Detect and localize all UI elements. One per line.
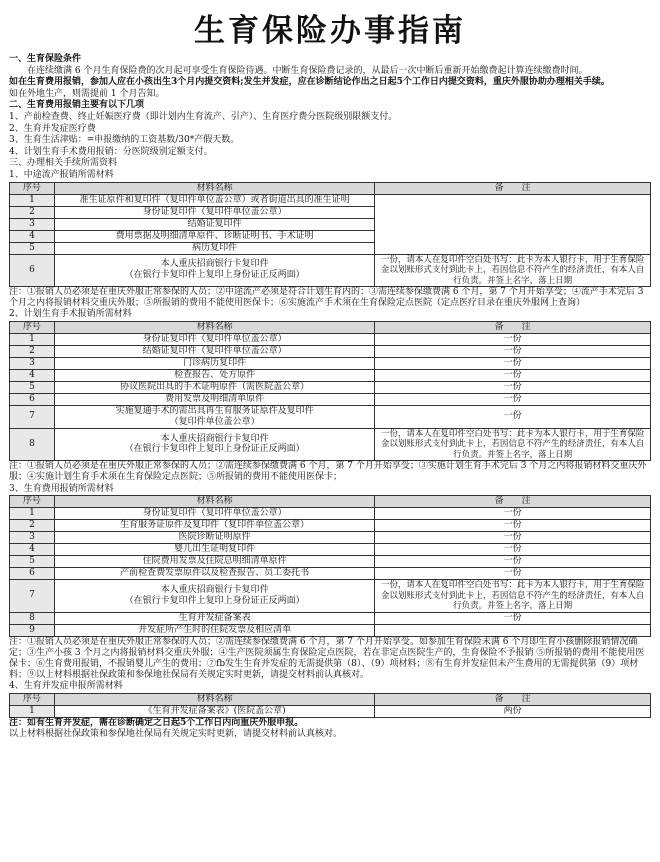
table-row <box>10 382 651 394</box>
subsection-heading: 2、计划生育手术报销所需材料 <box>9 309 132 320</box>
material-name: 住院费用发票及住院总明细清单原件 <box>54 556 375 568</box>
material-name: 并发症所产生时的住院发票及相应清单 <box>54 624 375 636</box>
table-row <box>10 358 651 370</box>
material-name: 费用票据及明细清单原件、诊断证明书、手术证明 <box>54 230 375 242</box>
material-remark: 一份 <box>375 370 651 382</box>
row-number: 2 <box>10 346 55 358</box>
row-number: 6 <box>10 394 55 406</box>
header-no: 序号 <box>10 496 55 508</box>
subsection-heading: 1、中途流产报销所需材料 <box>9 169 114 180</box>
row-number: 3 <box>10 218 55 230</box>
material-name: 本人重庆招商银行卡复印件 （在银行卡复印件上复印上身份证正反两面） <box>54 580 375 613</box>
list-item: 4、计划生育手术费用报销：分医院级别定额支付。 <box>9 146 213 157</box>
material-remark: 一份 <box>375 520 651 532</box>
material-remark: 一份 <box>375 612 651 624</box>
row-number: 9 <box>10 624 55 636</box>
list-item: 2、生育并发症医疗费 <box>9 123 96 134</box>
header-name: 材料名称 <box>54 182 375 194</box>
material-name: 门诊病历复印件 <box>54 358 375 370</box>
materials-table-maternity <box>9 495 651 637</box>
material-name: 实施复通手术的需出具再生育服务证原件及复印件 （复印件单位盖公章） <box>54 406 375 429</box>
subsection-heading: 4、生育并发症申报所需材料 <box>9 681 123 692</box>
table-row <box>10 544 651 556</box>
paragraph: 如在生育费用报销，参加人应在小孩出生3个月内提交资料;发生并发症，应在诊断结论作出之日起5个工作日内提交资料，重庆外服协助办理相关手续。 <box>9 77 610 88</box>
page-title: 生育保险办事指南 <box>194 13 466 49</box>
row-number: 4 <box>10 544 55 556</box>
table-header-row <box>10 182 651 194</box>
row-number: 3 <box>10 358 55 370</box>
row-number: 7 <box>10 580 55 613</box>
material-name: 本人重庆招商银行卡复印件 （在银行卡复印件上复印上身份证正反两面） <box>54 254 375 287</box>
row-number: 6 <box>10 254 55 287</box>
row-number: 4 <box>10 370 55 382</box>
material-name: 结婚证复印件 <box>54 218 375 230</box>
table-row <box>10 334 651 346</box>
table-row <box>10 612 651 624</box>
material-name: 结婚证复印件（复印件单位盖公章） <box>54 346 375 358</box>
table-row <box>10 194 651 206</box>
subsection-heading: 3、生育费用报销所需材料 <box>9 483 114 494</box>
row-number: 6 <box>10 568 55 580</box>
table-row <box>10 556 651 568</box>
table-row <box>10 706 651 718</box>
table-row <box>10 568 651 580</box>
row-number: 7 <box>10 406 55 429</box>
header-no: 序号 <box>10 322 55 334</box>
table-row <box>10 370 651 382</box>
material-name: 生育服务证原件及复印件（复印件单位盖公章） <box>54 520 375 532</box>
materials-table <box>9 495 651 637</box>
row-number: 2 <box>10 520 55 532</box>
table-row <box>10 532 651 544</box>
material-name: 产前检查费发票原件以及检查报告、员工委托书 <box>54 568 375 580</box>
materials-table-complication <box>9 693 651 718</box>
material-remark: 一份 <box>375 358 651 370</box>
row-number: 1 <box>10 334 55 346</box>
header-remark: 备 注 <box>375 694 651 706</box>
material-name: 费用发票及明细清单原件 <box>54 394 375 406</box>
list-item: 1、产前检查费、终止妊娠医疗费（即计划内生育流产、引产）、生育医疗费分医院级别限额支付。 <box>9 111 398 122</box>
material-name: 病历复印件 <box>54 242 375 254</box>
row-number: 8 <box>10 612 55 624</box>
table-note: 注：①报销人员必须是在重庆外服正常参保的人员；②需连续参保缴费满 6 个月，第 7 个月开始享受；③实施计划生育手术完后 3 个月之内将报销材料交重庆外服；④实施计划生育手术须在生育保险定点医院；⑤所报销的费用不能使用医保卡； <box>9 461 647 483</box>
header-remark: 备 注 <box>375 322 651 334</box>
table-header-row <box>10 496 651 508</box>
row-number: 4 <box>10 230 55 242</box>
table-row <box>10 254 651 287</box>
header-name: 材料名称 <box>54 496 375 508</box>
header-no: 序号 <box>10 694 55 706</box>
table-header-row <box>10 694 651 706</box>
header-name: 材料名称 <box>54 694 375 706</box>
table-note: 注：①报销人员必须是在重庆外服正常参保的人员；②需连续参保缴费满 6 个月，第 7 个月开始享受。如参加生育保险未满 6 个月即生育小孩删除报销情况确定；③生产小孩 3 个月之内将报销材料交重庆外服；④生产医院须属生育保险定点医院，若在非定点医院生产的，生育保险不予报销 ⑤所报销的费用不能使用医保卡；⑥生育费用报销，不报销婴儿产生的费用；⑦fb发生生育并发症的无需提供第（8）、（9）项材料；⑧有生育并发症但未产生费用的无需提供第（9）项材料；⑨以上材料根据社保政策和参保地社保局有关规定实时更新，请提交材料前认真核对。 <box>9 636 645 681</box>
table-header-row <box>10 322 651 334</box>
table-row <box>10 520 651 532</box>
list-item: 3、生育生活津贴：=申报缴纳的工资基数/30*产假天数。 <box>9 135 240 146</box>
material-name: 本人重庆招商银行卡复印件 （在银行卡复印件上复印上身份证正反两面） <box>54 428 375 461</box>
material-remark: 一份 <box>375 406 651 429</box>
material-remark: 两份 <box>375 706 651 718</box>
material-remark: 一份，请本人在复印件空白处书写：此卡为本人银行卡，用于生育保险金以划账形式支付到此卡上，若因信息不符产生的经济责任，有本人自行负责。并签上名字，落上日期 <box>375 580 651 613</box>
row-number: 1 <box>10 508 55 520</box>
material-name: 身份证复印件（复印件单位盖公章） <box>54 334 375 346</box>
material-name: 身份证复印件（复印件单位盖公章） <box>54 206 375 218</box>
table-row <box>10 508 651 520</box>
material-name: 生育并发症备案表 <box>54 612 375 624</box>
row-number: 1 <box>10 194 55 206</box>
material-remark: 一份 <box>375 532 651 544</box>
material-remark: 一份 <box>375 382 651 394</box>
row-number: 3 <box>10 532 55 544</box>
table-note: 注：如有生育并发症，需在诊断确定之日起5个工作日内向重庆外服申报。 <box>9 718 304 729</box>
row-number: 2 <box>10 206 55 218</box>
material-name: 婴儿出生证明复印件 <box>54 544 375 556</box>
section-heading: 三、办理相关手续所需资料 <box>9 158 118 169</box>
material-name: 准生证原件和复印件（复印件单位盖公章）或者街道出具的准生证明 <box>54 194 375 206</box>
table-row <box>10 346 651 358</box>
material-name: 检查报告、处方原件 <box>54 370 375 382</box>
material-name: 身份证复印件（复印件单位盖公章） <box>54 508 375 520</box>
section-heading: 一、生育保险条件 <box>9 54 82 64</box>
material-remark: 一份 <box>375 334 651 346</box>
material-remark <box>375 194 651 254</box>
row-number: 5 <box>10 382 55 394</box>
table-row <box>10 406 651 429</box>
material-name: 《生育并发症备案表》(医院盖公章) <box>54 706 375 718</box>
table-note: 以上材料根据社保政策和参保地社保局有关规定实时更新，请提交材料前认真核对。 <box>9 729 343 740</box>
material-remark: 一份 <box>375 346 651 358</box>
table-note: 注：①报销人员必须是在重庆外服正常参保的人员；②中途流产必须是符合计划生育内的；③需连续参保缴费满 6 个月，第 7 个月开始享受；④流产手术完后 3 个月之内将报销材料交重庆外服；⑤所报销的费用不能使用医保卡；⑥实施流产手术须在生育保险定点医院（定点医疗目录在重庆外服网上查询） <box>9 287 644 309</box>
header-remark: 备 注 <box>375 182 651 194</box>
header-remark: 备 注 <box>375 496 651 508</box>
materials-table <box>9 693 651 718</box>
material-remark: 一份 <box>375 508 651 520</box>
table-row <box>10 624 651 636</box>
materials-table-abortion <box>9 182 651 288</box>
header-no: 序号 <box>10 182 55 194</box>
material-remark: 一份 <box>375 568 651 580</box>
material-remark <box>375 624 651 636</box>
material-name: 协议医院出具的手术证明原件（需医院盖公章） <box>54 382 375 394</box>
materials-table <box>9 182 651 288</box>
table-row <box>10 394 651 406</box>
row-number: 8 <box>10 428 55 461</box>
section-heading: 二、生育费用报销主要有以下几项 <box>9 100 145 111</box>
material-remark: 一份，请本人在复印件空白处书写：此卡为本人银行卡，用于生育保险金以划账形式支付到此卡上，若因信息不符产生的经济责任，有本人自行负责。并签上名字，落上日期 <box>375 254 651 287</box>
table-row <box>10 428 651 461</box>
paragraph: 在连续缴满 6 个月生育保险费的次月起可享受生育保险待遇。中断生育保险费记录的，从最后一次中断后重新开始缴费起计算连续缴费时间。 <box>27 65 588 76</box>
guide-content <box>0 54 660 740</box>
header-name: 材料名称 <box>54 322 375 334</box>
material-remark: 一份 <box>375 544 651 556</box>
materials-table-family-planning <box>9 321 651 461</box>
materials-table <box>9 321 651 461</box>
row-number: 5 <box>10 556 55 568</box>
material-remark: 一份 <box>375 556 651 568</box>
row-number: 5 <box>10 242 55 254</box>
paragraph: 如在外地生产，则需提前 1 个月告知。 <box>9 88 165 99</box>
row-number: 1 <box>10 706 55 718</box>
table-row <box>10 580 651 613</box>
material-remark: 一份 <box>375 394 651 406</box>
material-name: 医院诊断证明原件 <box>54 532 375 544</box>
material-remark: 一份，请本人在复印件空白处书写：此卡为本人银行卡，用于生育保险金以划账形式支付到此卡上，若因信息不符产生的经济责任，有本人自行负责。并签上名字，落上日期 <box>375 428 651 461</box>
